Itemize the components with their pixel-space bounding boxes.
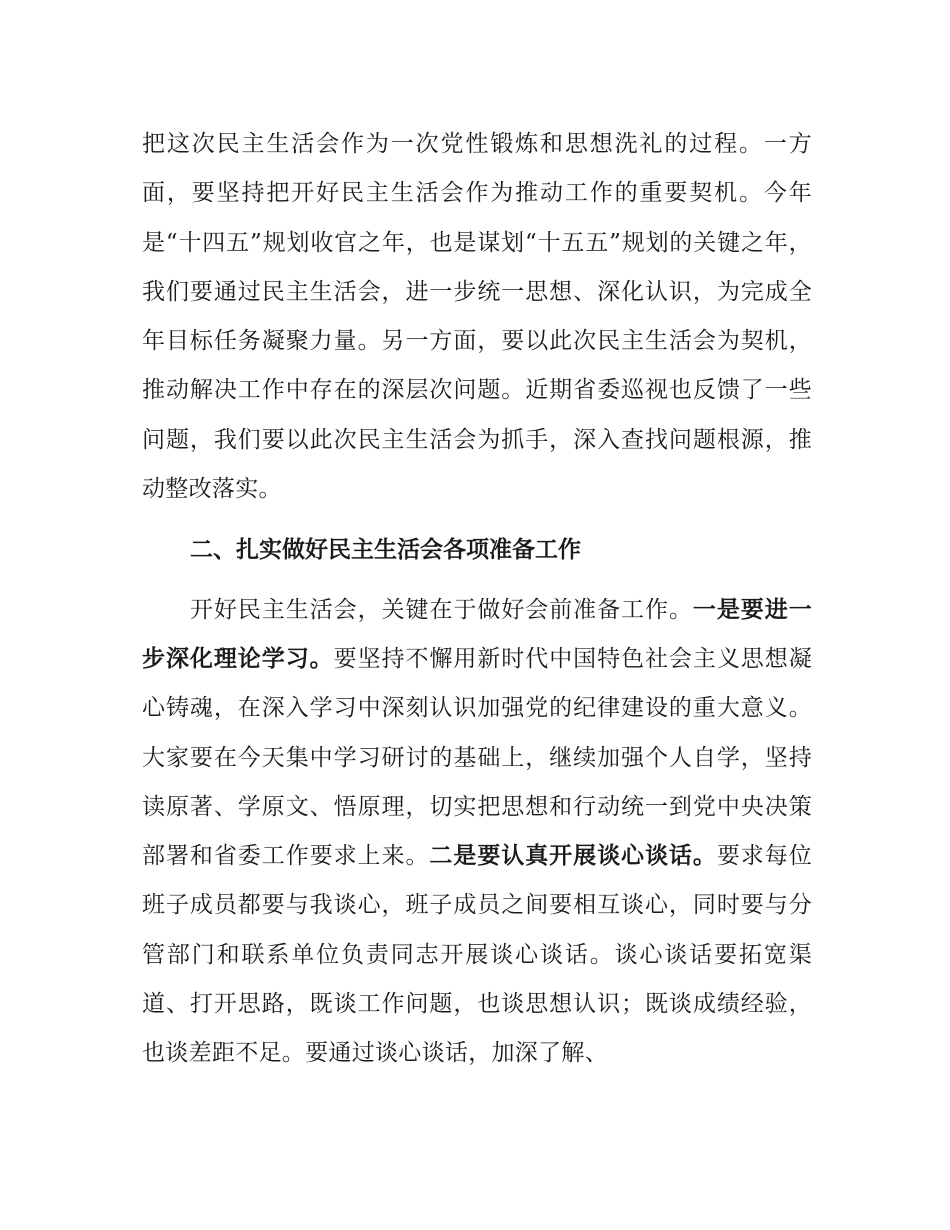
document-page (142, 120, 812, 1079)
body-paragraph (142, 586, 812, 1079)
point-text: 要坚持不懈用新时代中国特色社会主义思想凝心铸魂，在深入学习中深刻认识加强党的纪律建设的重大意义。大家要在今天集中学习研讨的基础上，继续加强个人自学，坚持读原著、学原文、悟原理，切实把思想和行动统一到党中央决策部署和省委工作要求上来。 (142, 645, 813, 870)
point-title: 二是要认真开展谈心谈话。 (429, 843, 717, 870)
point-text: 要求每位班子成员都要与我谈心，班子成员之间要相互谈心，同时要与分管部门和联系单位负责同志开展谈心谈话。谈心谈话要拓宽渠道、打开思路，既谈工作问题，也谈思想认识；既谈成绩经验，也谈差距不足。要通过谈心谈话，加深了解、 (142, 843, 812, 1067)
paragraph-intro: 开好民主生活会，关键在于做好会前准备工作。 (190, 596, 693, 623)
body-paragraph: 把这次民主生活会作为一次党性锻炼和思想洗礼的过程。一方面，要坚持把开好民主生活会作为推动工作的重要契机。今年是“十四五”规划收官之年，也是谋划“十五五”规划的关键之年，我们要通过民主生活会，进一步统一思想、深化认识，为完成全年目标任务凝聚力量。另一方面，要以此次民主生活会为契机，推动解决工作中存在的深层次问题。近期省委巡视也反馈了一些问题，我们要以此次民主生活会为抓手，深入查找问题根源，推动整改落实。 (142, 131, 812, 503)
point-title: 一是要进一步深化理论学习。 (142, 596, 812, 672)
section-heading: 二、扎实做好民主生活会各项准备工作 (190, 537, 581, 564)
